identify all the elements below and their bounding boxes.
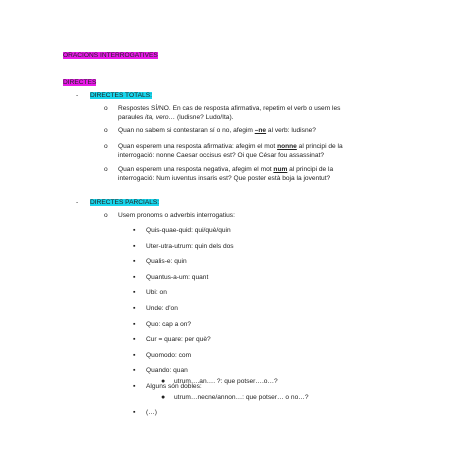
square-bullet-icon: ▪: [133, 321, 136, 328]
square-bullet-icon: ▪: [133, 352, 136, 359]
parcials-list-item: Quomodo: com: [146, 352, 192, 359]
circle-marker: o: [104, 143, 108, 150]
totals-item-4-line-2: interrogació: Num iuventus insaris est? Que poster està boja la joventut?: [118, 175, 331, 182]
circle-marker: o: [104, 105, 108, 112]
parcials-intro: Usem pronoms o adverbis interrogatius:: [118, 212, 235, 219]
square-bullet-icon: ▪: [133, 274, 136, 281]
square-bullet-icon: ▪: [133, 289, 136, 296]
square-bullet-icon: ▪: [133, 336, 136, 343]
totals-item-1-line-2: paraules ita, vero… (ludisne? Ludo/Ita).: [118, 114, 234, 121]
dobles-item-2: utrum…necne/annon…: que potser… o no…?: [174, 394, 309, 401]
square-bullet-icon: ▪: [133, 383, 136, 390]
square-bullet-icon: ▪: [133, 258, 136, 265]
square-bullet-icon: ▪: [133, 227, 136, 234]
round-bullet-icon: ●: [161, 378, 166, 385]
section-directes: DIRECTES: [63, 79, 97, 86]
parcials-list-item: Quo: cap a on?: [146, 321, 192, 328]
parcials-list-item: Uter-utra-utrum: quin dels dos: [146, 243, 234, 250]
dash-marker: -: [76, 92, 79, 99]
parcials-list-item: Quantus-a-um: quant: [146, 274, 209, 281]
square-bullet-icon: ▪: [133, 243, 136, 250]
totals-item-4-line-1: Quan esperem una resposta negativa, afegim el mot num al principi de la: [118, 166, 334, 173]
totals-item-2: Quan no sabem si contestaran sí o no, afegim –ne al verb: ludisne?: [118, 127, 316, 134]
dobles-item-1: utrum….an…. ?: que potser….o…?: [174, 378, 278, 385]
round-bullet-icon: ●: [161, 394, 166, 401]
parcials-last-item: (…): [146, 409, 157, 416]
parcials-list-item: Qualis-e: quin: [146, 258, 187, 265]
totals-item-3-line-2: interrogació: nonne Caesar occisus est? Oi que César fou assassinat?: [118, 152, 324, 159]
parcials-list-item: Cur = quare: per què?: [146, 336, 211, 343]
dash-marker: -: [76, 199, 79, 206]
circle-marker: o: [104, 212, 108, 219]
parcials-list-item: Quando: quan: [146, 367, 188, 374]
square-bullet-icon: ▪: [133, 409, 136, 416]
totals-item-1-line-1: Respostes SÍ/NO. En cas de resposta afirmativa, repetim el verb o usem les: [118, 105, 341, 112]
parcials-list-item: Unde: d’on: [146, 305, 178, 312]
square-bullet-icon: ▪: [133, 367, 136, 374]
circle-marker: o: [104, 166, 108, 173]
parcials-list-item: Ubi: on: [146, 289, 167, 296]
parcials-list-item: Quis-quae-quid: qui/què/quin: [146, 227, 231, 234]
totals-item-3-line-1: Quan esperem una resposta afirmativa: afegim el mot nonne al principi de la: [118, 143, 343, 150]
circle-marker: o: [104, 127, 108, 134]
document-title: ORACIONS INTERROGATIVES: [63, 52, 158, 59]
heading-directes-parcials: DIRECTES PARCIALS:: [90, 199, 160, 206]
heading-directes-totals: DIRECTES TOTALS:: [90, 92, 152, 99]
square-bullet-icon: ▪: [133, 305, 136, 312]
parcials-list-item: Alguns són dobles:: [146, 383, 202, 390]
